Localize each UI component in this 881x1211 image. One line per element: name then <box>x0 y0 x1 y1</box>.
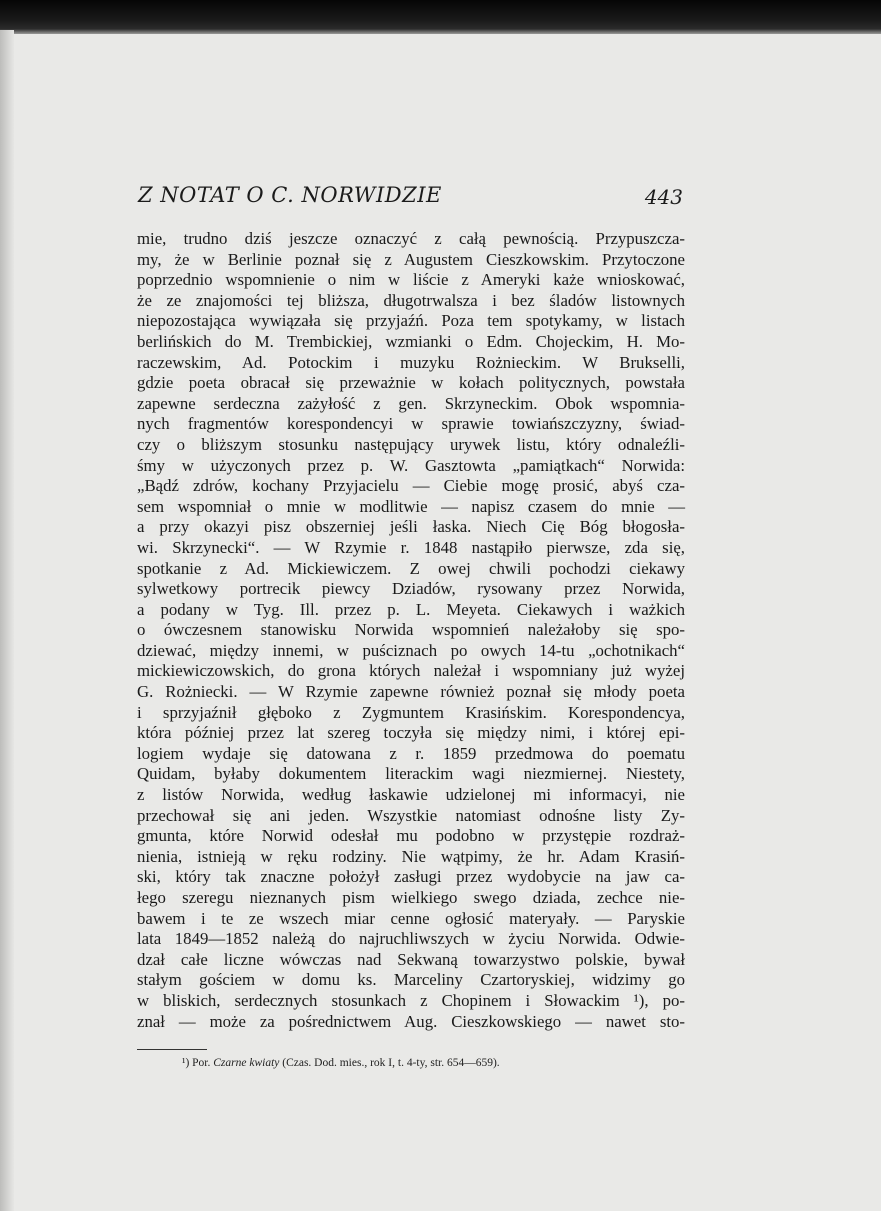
body-line: logiem wydaje się datowana z r. 1859 przedmowa do poematu <box>137 743 685 763</box>
footnote-rule <box>137 1049 207 1050</box>
body-line: mie, trudno dziś jeszcze oznaczyć z całą pewnością. Przypuszcza- <box>137 229 685 248</box>
body-line: a przy okazyi pisz obszerniej jeśli łaska. Niech Cię Bóg błogosła- <box>137 517 685 537</box>
scan-top-edge <box>0 0 881 34</box>
running-header <box>138 183 683 215</box>
body-line: my, że w Berlinie poznał się z Augustem Cieszkowskim. Przytoczone <box>137 249 685 269</box>
body-line: „Bądź zdrów, kochany Przyjacielu — Ciebie mogę prosić, abyś cza- <box>137 476 685 496</box>
body-line: o ówczesnem stanowisku Norwida wspomnień należałoby się spo- <box>137 620 685 640</box>
body-line: która później przez lat szereg toczyła się między nimi, i której epi- <box>137 723 685 743</box>
body-line: zapewne serdeczna zażyłość z gen. Skrzyneckim. Obok wspomnia- <box>137 393 685 413</box>
body-line: stałym gościem w domu ks. Marceliny Czartoryskiej, widzimy go <box>137 970 685 990</box>
body-line: przechował się ani jeden. Wszystkie natomiast odnośne listy Zy- <box>137 805 685 825</box>
body-line: i sprzyjaźnił głęboko z Zygmuntem Krasińskim. Korespondencya, <box>137 702 685 722</box>
body-line: raczewskim, Ad. Potockim i muzyku Rożnieckim. W Brukselli, <box>137 352 685 372</box>
footnote <box>182 1057 500 1069</box>
footnote-rest: (Czas. Dod. mies., rok I, t. 4-ty, str. 654—659). <box>282 1057 500 1069</box>
body-line: w bliskich, serdecznych stosunkach z Chopinem i Słowackim ¹), po- <box>137 990 685 1010</box>
body-line: berlińskich do M. Trembickiej, wzmianki o Edm. Chojeckim, H. Mo- <box>137 331 685 351</box>
body-text <box>137 229 685 1032</box>
body-line: śmy w użyczonych przez p. W. Gasztowta „pamiątkach“ Norwida: <box>137 455 685 475</box>
body-line: spotkanie z Ad. Mickiewiczem. Z owej chwili pochodzi ciekawy <box>137 558 685 578</box>
body-line: sylwetkowy portrecik piewcy Dziadów, rysowany przez Norwida, <box>137 579 685 599</box>
body-line: gmunta, które Norwid odesłał mu podobno w przystępie rozdraż- <box>137 826 685 846</box>
body-line: z listów Norwida, według łaskawie udzielonej mi informacyi, nie <box>137 785 685 805</box>
footnote-marker: ¹) <box>182 1057 190 1069</box>
body-line: wi. Skrzynecki“. — W Rzymie r. 1848 nastąpiło pierwsze, zda się, <box>137 537 685 557</box>
body-line: mickiewiczowskich, do grona których należał i wspomniany już wyżej <box>137 661 685 681</box>
running-title: Z NOTAT O C. NORWIDZIE <box>138 183 442 207</box>
footnote-prefix: Por. <box>192 1057 211 1069</box>
body-line: G. Rożniecki. — W Rzymie zapewne również poznał się młody poeta <box>137 682 685 702</box>
footnote-title: Czarne kwiaty <box>213 1057 280 1069</box>
body-line: dziewać, między innemi, w puściznach po owych 14-tu „ochotnikach“ <box>137 640 685 660</box>
body-line: czy o bliższym stosunku następujący urywek listu, który odnaleźli- <box>137 434 685 454</box>
body-line: nych fragmentów korespondencyi w sprawie towiańszczyzny, świad- <box>137 414 685 434</box>
body-line: poprzednio wspomnienie o nim w liście z Ameryki każe wnioskować, <box>137 270 685 290</box>
body-line: bawem i te ze wszech miar cenne ogłosić materyały. — Paryskie <box>137 908 685 928</box>
body-line: że ze znajomości tej bliższa, długotrwalsza i bez śladów listownych <box>137 290 685 310</box>
body-line: a podany w Tyg. Ill. przez p. L. Meyeta. Ciekawych i ważkich <box>137 599 685 619</box>
page-number: 443 <box>644 185 683 209</box>
body-line: niepozostająca wywiązała się przyjaźń. Poza tem spotykamy, w listach <box>137 311 685 331</box>
body-line: nienia, istnieją w ręku rodziny. Nie wątpimy, że hr. Adam Krasiń- <box>137 846 685 866</box>
body-line: sem wspomniał o mnie w modlitwie — napisz czasem do mnie — <box>137 496 685 516</box>
body-line: ski, który tak znaczne położył zasługi przez wydobycie na jaw ca- <box>137 867 685 887</box>
body-line: Quidam, byłaby dokumentem literackim wagi niezmiernej. Niestety, <box>137 764 685 784</box>
body-line: lata 1849—1852 należą do najruchliwszych w życiu Norwida. Odwie- <box>137 929 685 949</box>
body-line: dzał całe liczne wówczas nad Sekwaną towarzystwo polskie, bywał <box>137 949 685 969</box>
body-line: gdzie poeta obracał się przeważnie w kołach politycznych, powstała <box>137 373 685 393</box>
body-line: łego szeregu nieznanych pism wielkiego swego dziada, zechce nie- <box>137 888 685 907</box>
body-line: znał — może za pośrednictwem Aug. Cieszkowskiego — nawet sto- <box>137 1011 685 1031</box>
scan-left-shadow <box>0 30 14 1211</box>
